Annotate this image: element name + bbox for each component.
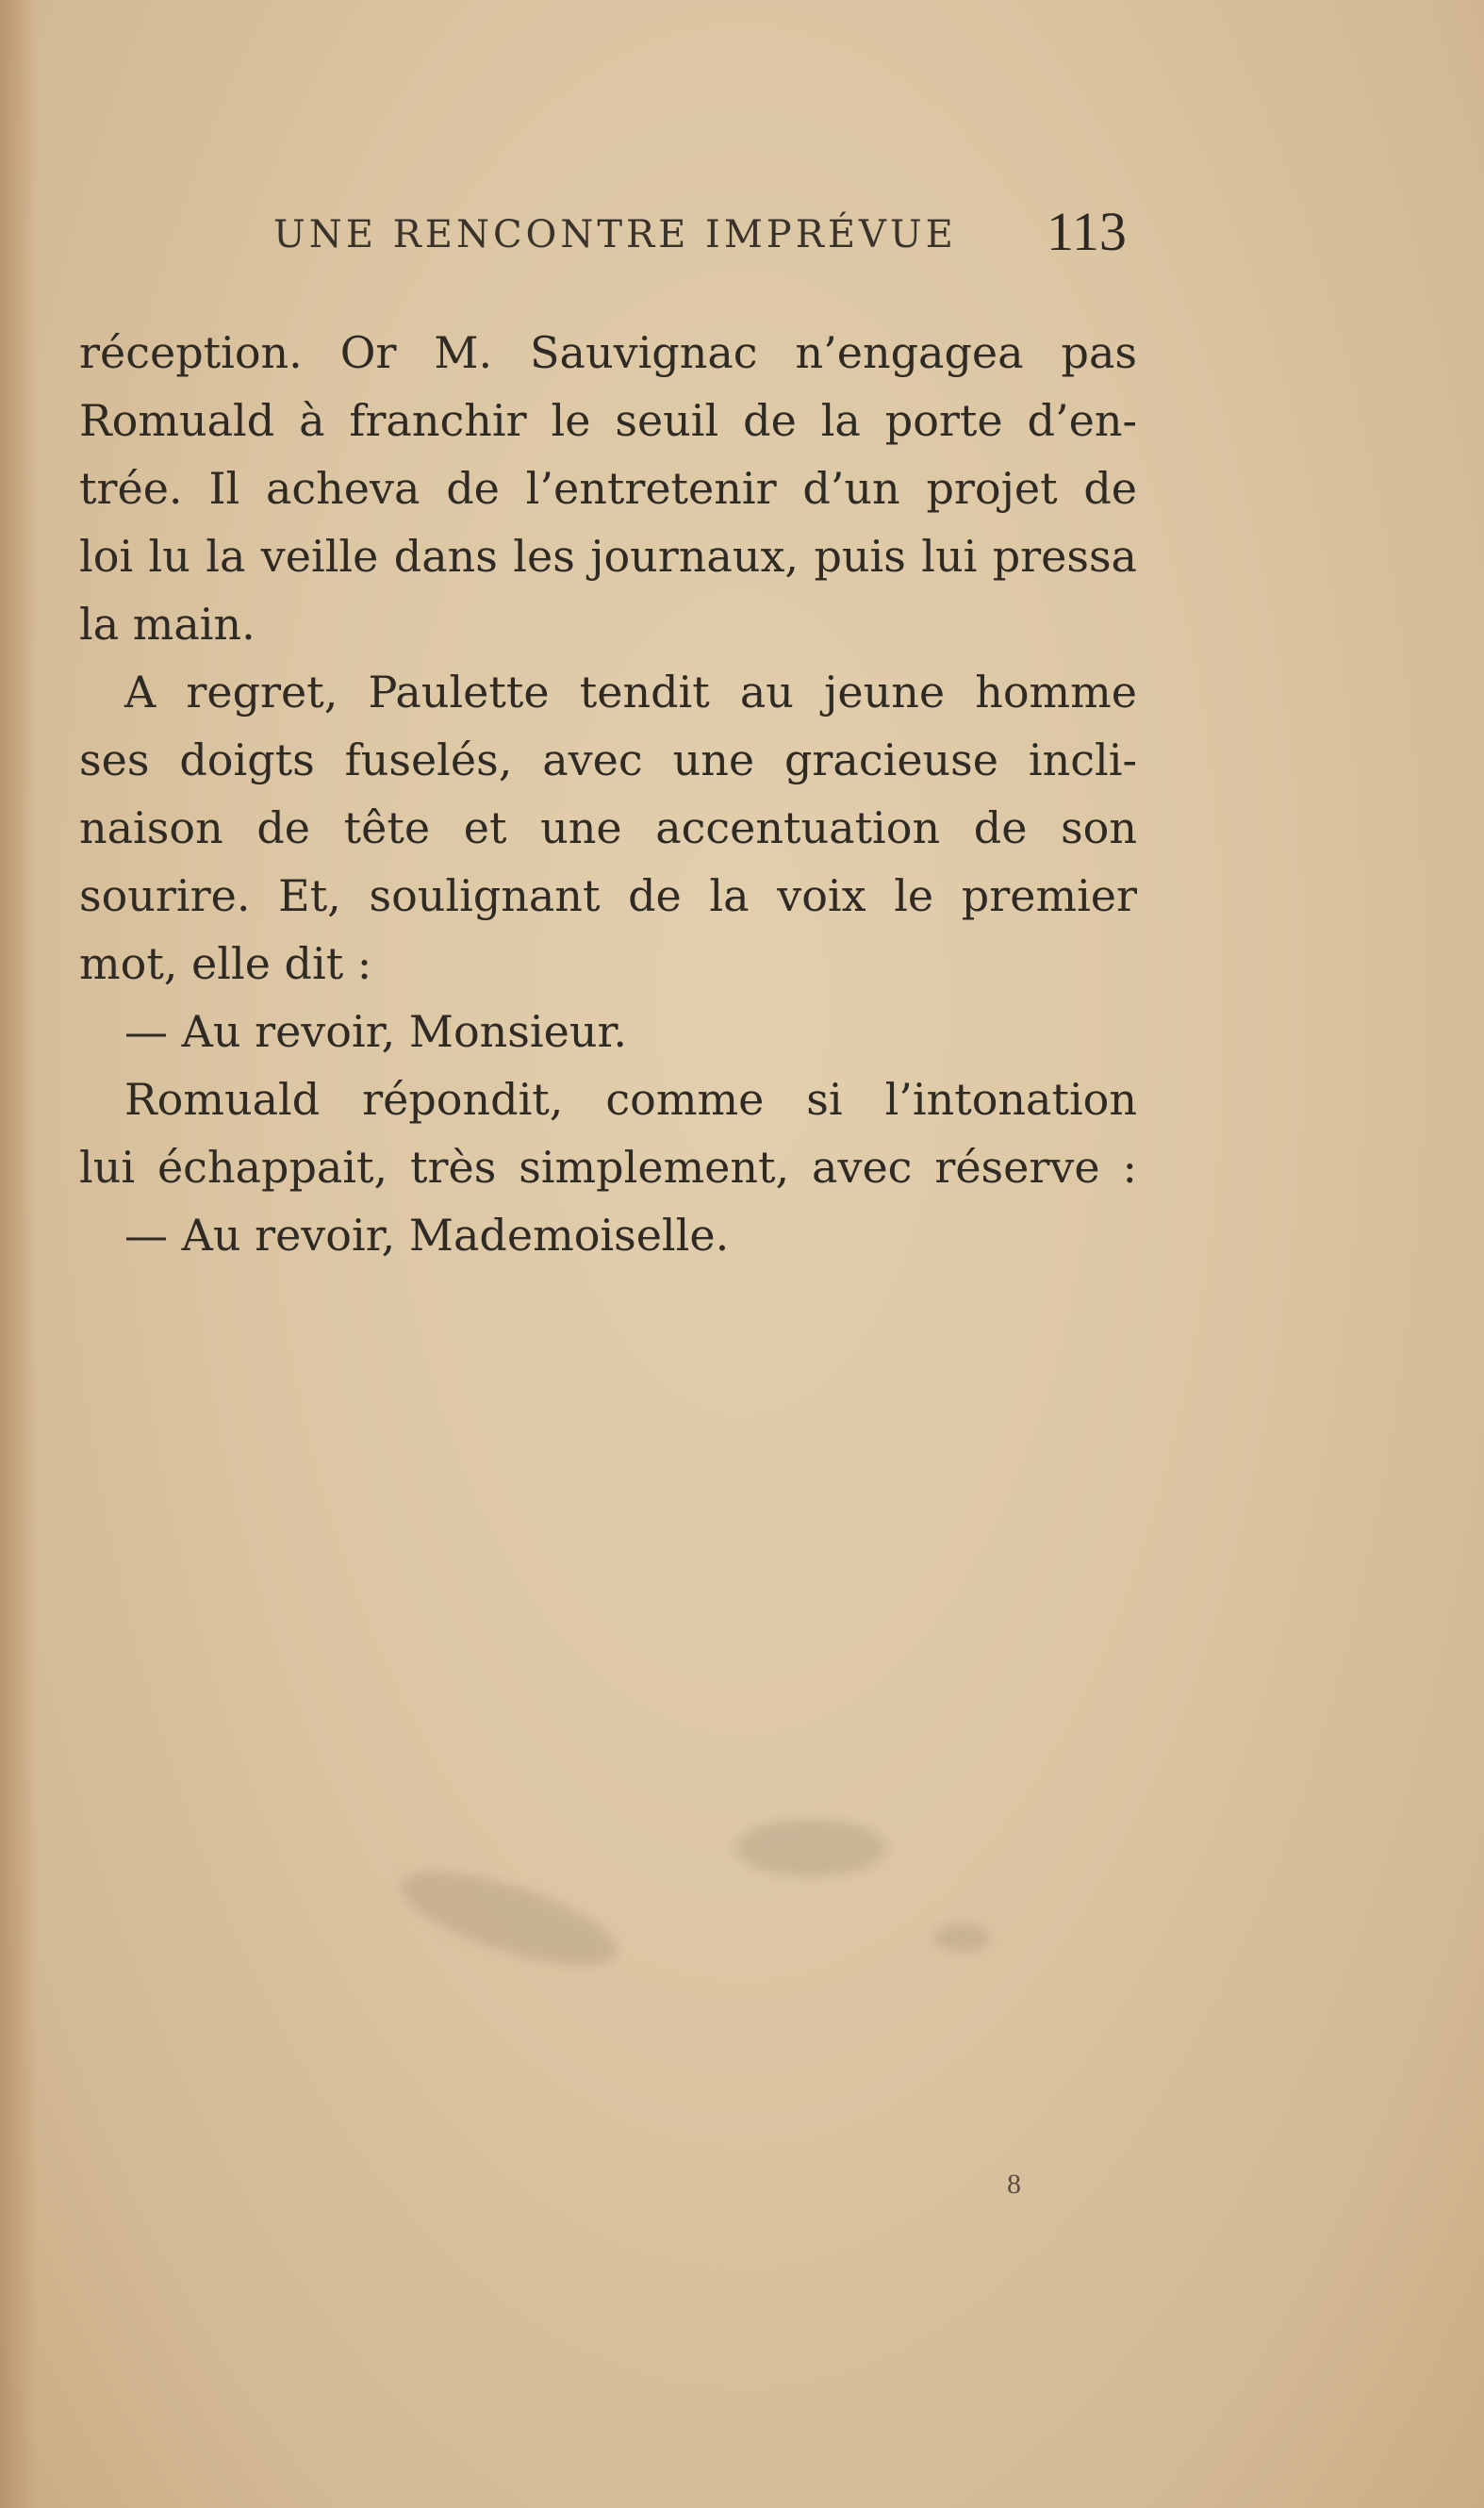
text-line: la main. (79, 599, 256, 650)
text-line: lui échappait, très simplement, avec réserve : (79, 1142, 1137, 1193)
text-line: naison de tête et une accentuation de son (79, 802, 1137, 853)
text-line: réception. Or M. Sauvignac n’engagea pas (79, 327, 1137, 378)
page-number: 113 (1047, 201, 1127, 262)
signature-mark: 8 (1007, 2169, 1021, 2200)
text-line: Romuald répondit, comme si l’intonation (124, 1074, 1137, 1125)
dialogue-line: — Au revoir, Mademoiselle. (124, 1210, 730, 1261)
paper-stain (735, 1820, 886, 1876)
body-text (79, 319, 1137, 1269)
running-title: UNE RENCONTRE IMPRÉVUE (273, 213, 957, 256)
text-line: A regret, Paulette tendit au jeune homme (124, 667, 1137, 718)
paper-stain (391, 1853, 627, 1986)
text-line: trée. Il acheva de l’entretenir d’un projet de (79, 463, 1137, 514)
text-line: sourire. Et, soulignant de la voix le premier (79, 870, 1137, 921)
dialogue-line: — Au revoir, Monsieur. (124, 1006, 628, 1057)
text-line: mot, elle dit : (79, 938, 372, 989)
text-line: Romuald à franchir le seuil de la porte d’en- (79, 395, 1137, 446)
page-edge-shadow (0, 0, 38, 2508)
text-line: ses doigts fuselés, avec une gracieuse incli- (79, 734, 1137, 785)
paper-stain (933, 1923, 990, 1952)
text-line: loi lu la veille dans les journaux, puis lui pressa (79, 531, 1137, 582)
